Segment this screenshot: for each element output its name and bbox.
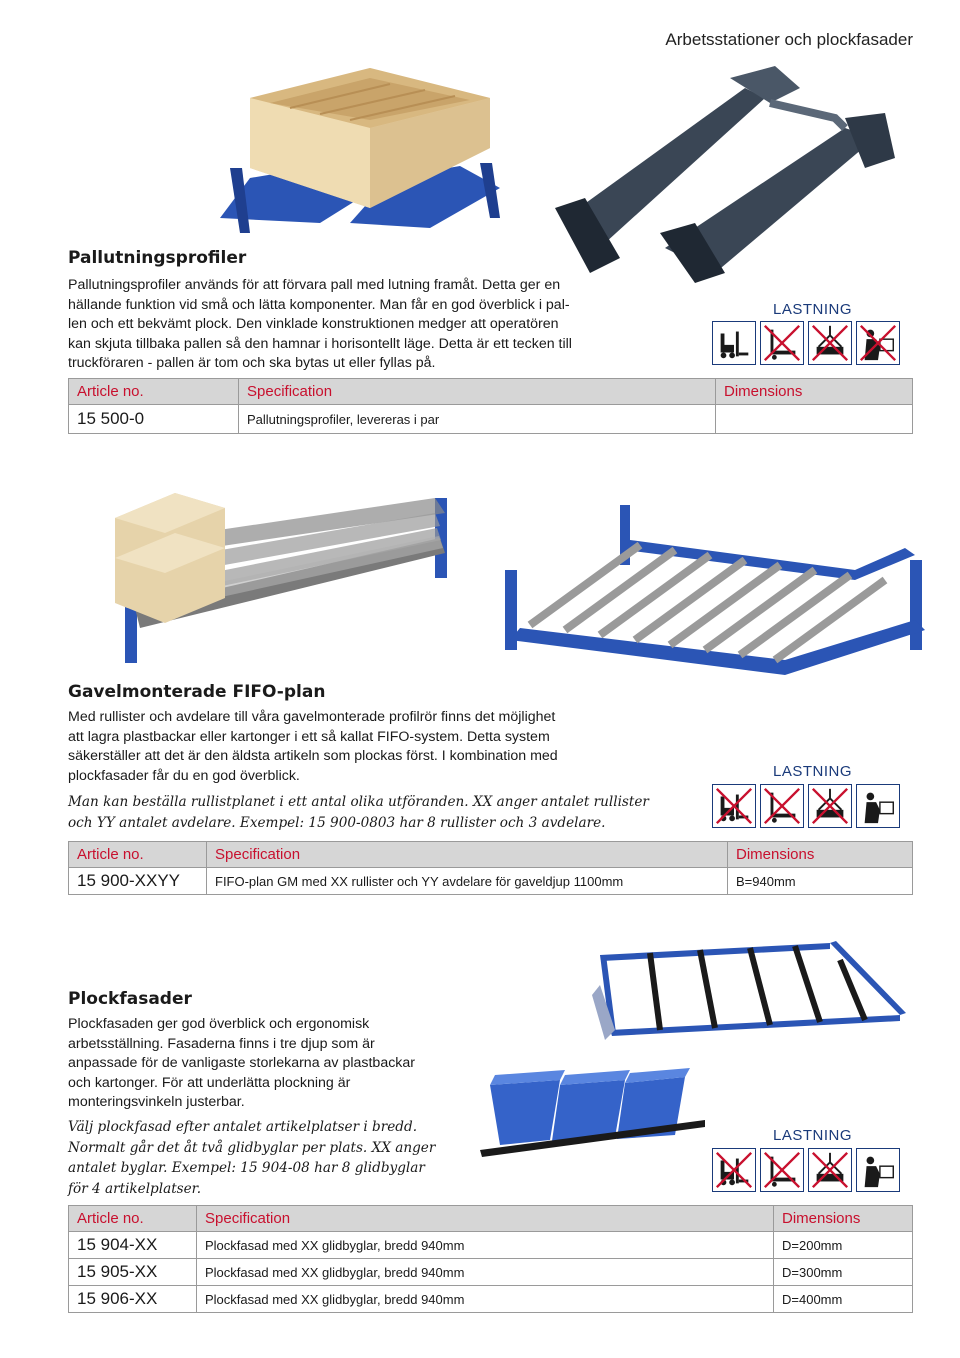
column-header: Article no.	[69, 379, 239, 405]
pallet-on-profiles-image	[210, 58, 510, 238]
plockfasad-frame-image	[590, 935, 920, 1055]
table-row	[69, 405, 913, 434]
table-row	[69, 1286, 913, 1313]
forklift-icon	[712, 321, 756, 365]
table-header-row	[69, 842, 913, 868]
section-title-pallutningsprofiler: Pallutningsprofiler	[68, 248, 247, 268]
pallutningsprofil-pair-image	[545, 58, 905, 283]
manual-loading-icon	[856, 321, 900, 365]
section-paragraph	[68, 276, 572, 374]
fifo-plan-frame-image	[495, 500, 940, 685]
article-number: 15 900-XXYY	[69, 868, 207, 895]
forklift-icon	[712, 784, 756, 828]
paragraph-line: säkerställer att det är den äldsta artikeln som plockas först. I kombination med	[68, 748, 558, 764]
specification: Plockfasad med XX glidbyglar, bredd 940mm	[197, 1232, 774, 1259]
dimensions	[716, 405, 913, 434]
table-header-row	[69, 1206, 913, 1232]
column-header: Specification	[207, 842, 728, 868]
paragraph-line: och kartonger. För att underlätta plockning är	[68, 1074, 351, 1091]
table-row	[69, 868, 913, 895]
italic-line: Man kan beställa rullistplanet i ett antal olika utföranden. XX anger antalet rullister	[68, 794, 649, 810]
paragraph-line: hällande funktion vid små och lätta komponenter. Man får en god överblick i pal-	[68, 296, 570, 313]
paragraph-line: Med rullister och avdelare till våra gavelmonterade profilrör finns det möjlighet	[68, 709, 556, 725]
plockfasad-with-bins-image	[470, 1065, 710, 1160]
article-number: 15 500-0	[69, 405, 239, 434]
loading-icons-row	[712, 1148, 900, 1192]
crane-lift-icon	[808, 784, 852, 828]
lastning-label: LASTNING	[773, 763, 853, 780]
paragraph-line: kan skjuta tillbaka pallen så den hamnar i horisontellt läge. Detta är ett tecken till	[68, 335, 572, 352]
section-paragraph	[68, 708, 558, 786]
column-header: Dimensions	[716, 379, 913, 405]
column-header: Dimensions	[728, 842, 913, 868]
table-row	[69, 1232, 913, 1259]
pallet-jack-icon	[760, 784, 804, 828]
specification: FIFO-plan GM med XX rullister och YY avdelare för gaveldjup 1100mm	[207, 868, 728, 895]
page-header-title: Arbetsstationer och plockfasader	[665, 30, 913, 49]
column-header: Article no.	[69, 842, 207, 868]
article-number: 15 905-XX	[69, 1259, 197, 1286]
crane-lift-icon	[808, 1148, 852, 1192]
paragraph-line: monteringsvinkeln justerbar.	[68, 1094, 245, 1110]
paragraph-line: Pallutningsprofiler används för att förvara pall med lutning framåt. Detta ger en	[68, 277, 561, 293]
fifo-plan-with-boxes-image	[105, 478, 465, 668]
paragraph-line: anpassade för de vanligaste storlekarna av plastbackar	[68, 1055, 416, 1071]
table-row	[69, 1259, 913, 1286]
column-header: Article no.	[69, 1206, 197, 1232]
manual-loading-icon	[856, 784, 900, 828]
article-table	[68, 841, 913, 895]
paragraph-line: Plockfasaden ger god överblick och ergonomisk	[68, 1016, 370, 1032]
italic-line: Normalt går det åt två glidbyglar per plats. XX anger	[68, 1139, 436, 1156]
crane-lift-icon	[808, 321, 852, 365]
italic-line: för 4 artikelplatser.	[68, 1180, 202, 1197]
column-header: Dimensions	[774, 1206, 913, 1232]
paragraph-line: arbetsställning. Fasaderna finns i tre djup som är	[68, 1035, 375, 1052]
specification: Plockfasad med XX glidbyglar, bredd 940mm	[197, 1286, 774, 1313]
loading-icons-row	[712, 321, 900, 365]
column-header: Specification	[239, 379, 716, 405]
paragraph-line: truckföraren - pallen är tom och ska bytas ut eller fyllas på.	[68, 355, 436, 371]
pallet-jack-icon	[760, 1148, 804, 1192]
paragraph-line: plockfasader får du en god överblick.	[68, 767, 300, 784]
pallet-jack-icon	[760, 321, 804, 365]
manual-loading-icon	[856, 1148, 900, 1192]
lastning-label: LASTNING	[773, 301, 853, 318]
dimensions: B=940mm	[728, 868, 913, 895]
section-title-plockfasader: Plockfasader	[68, 989, 192, 1009]
specification: Pallutningsprofiler, levereras i par	[239, 405, 716, 434]
paragraph-line: len och ett bekvämt plock. Den vinklade konstruktionen medger att operatören	[68, 316, 559, 332]
section-italic-note	[68, 1117, 435, 1199]
section-title-fifo-plan: Gavelmonterade FIFO-plan	[68, 682, 326, 702]
section-italic-note	[68, 792, 649, 833]
section-paragraph	[68, 1015, 415, 1113]
lastning-label: LASTNING	[773, 1127, 853, 1144]
paragraph-line: att lagra plastbackar eller kartonger i ett så kallat FIFO-system. Detta system	[68, 728, 550, 745]
article-number: 15 904-XX	[69, 1232, 197, 1259]
dimensions: D=300mm	[774, 1259, 913, 1286]
forklift-icon	[712, 1148, 756, 1192]
specification: Plockfasad med XX glidbyglar, bredd 940mm	[197, 1259, 774, 1286]
dimensions: D=400mm	[774, 1286, 913, 1313]
article-table	[68, 1205, 913, 1313]
article-table	[68, 378, 913, 434]
column-header: Specification	[197, 1206, 774, 1232]
loading-icons-row	[712, 784, 900, 828]
italic-line: Välj plockfasad efter antalet artikelplatser i bredd.	[68, 1119, 418, 1135]
italic-line: och YY antalet avdelare. Exempel: 15 900-0803 har 8 rullister och 3 avdelare.	[68, 814, 606, 831]
dimensions: D=200mm	[774, 1232, 913, 1259]
italic-line: antalet byglar. Exempel: 15 904-08 har 8 glidbyglar	[68, 1160, 425, 1176]
article-number: 15 906-XX	[69, 1286, 197, 1313]
table-header-row	[69, 379, 913, 405]
